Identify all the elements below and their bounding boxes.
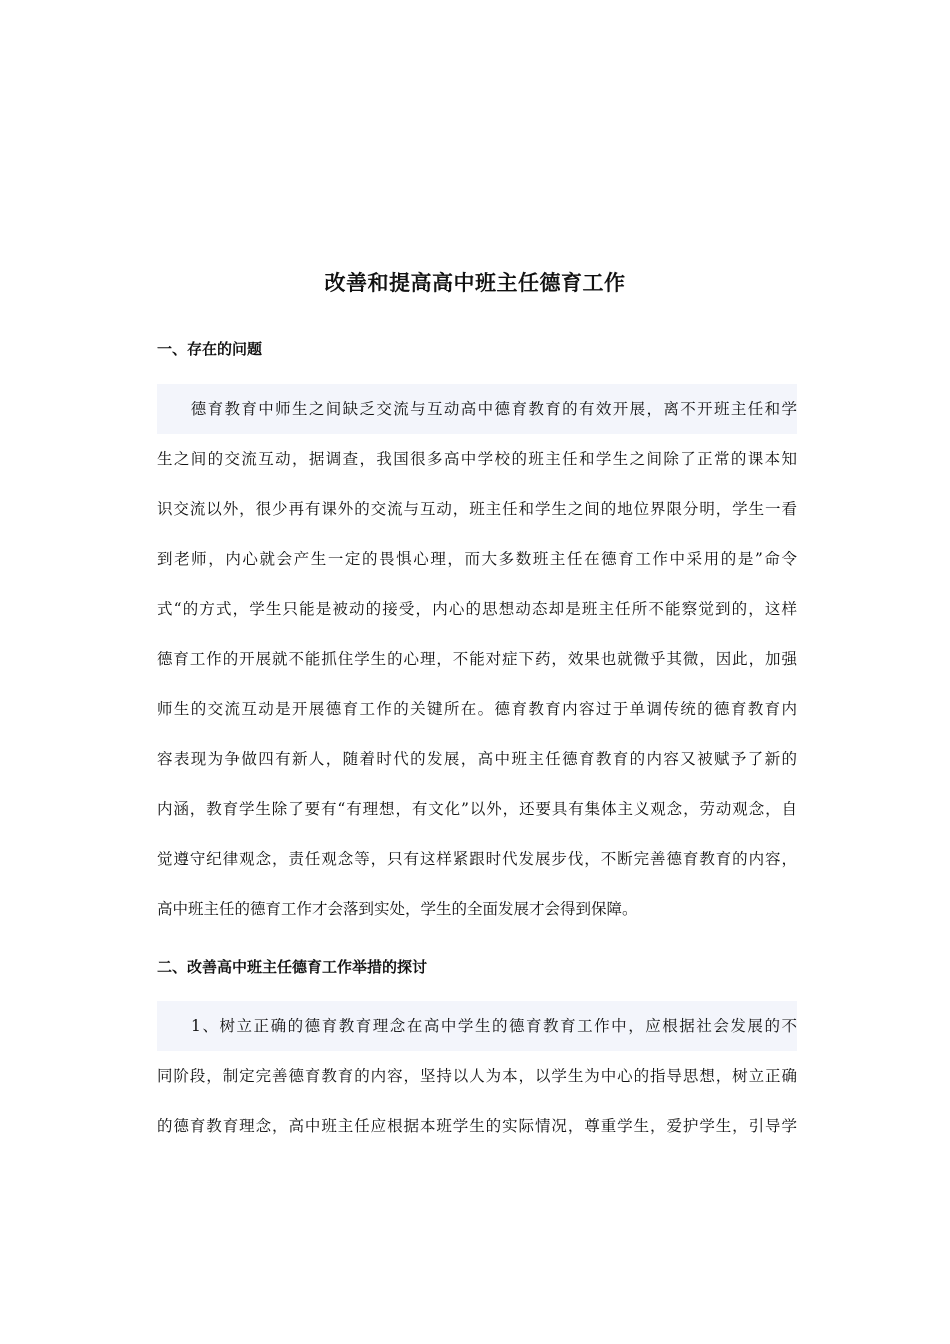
paragraph-line: 生之间的交流互动，据调查，我国很多高中学校的班主任和学生之间除了正常的课本知	[157, 450, 797, 468]
paragraph-line: 式“的方式，学生只能是被动的接受，内心的思想动态却是班主任所不能察觉到的，这样	[157, 600, 797, 618]
paragraph-line: 师生的交流互动是开展德育工作的关键所在。德育教育内容过于单调传统的德育教育内	[157, 700, 797, 718]
paragraph-line: 的德育教育理念，高中班主任应根据本班学生的实际情况，尊重学生，爱护学生，引导学	[157, 1117, 797, 1135]
section-heading-1: 一、存在的问题	[157, 340, 263, 358]
paragraph-line: 觉遵守纪律观念，责任观念等，只有这样紧跟时代发展步伐，不断完善德育教育的内容，	[157, 850, 797, 868]
section-1-paragraph	[157, 384, 797, 934]
paragraph-line: 容表现为争做四有新人，随着时代的发展，高中班主任德育教育的内容又被赋予了新的	[157, 750, 797, 768]
section-2-paragraph	[157, 1001, 797, 1151]
paragraph-line: 同阶段，制定完善德育教育的内容，坚持以人为本，以学生为中心的指导思想，树立正确	[157, 1067, 797, 1085]
paragraph-line: 1、树立正确的德育教育理念在高中学生的德育教育工作中，应根据社会发展的不	[157, 1001, 797, 1051]
paragraph-line: 德育工作的开展就不能抓住学生的心理，不能对症下药，效果也就微乎其微，因此，加强	[157, 650, 797, 668]
paragraph-line: 内涵，教育学生除了要有“有理想，有文化”以外，还要具有集体主义观念，劳动观念，自	[157, 800, 797, 818]
document-title: 改善和提高高中班主任德育工作	[324, 271, 626, 295]
paragraph-line: 识交流以外，很少再有课外的交流与互动，班主任和学生之间的地位界限分明，学生一看	[157, 500, 797, 518]
paragraph-line: 德育教育中师生之间缺乏交流与互动高中德育教育的有效开展，离不开班主任和学	[157, 384, 797, 434]
paragraph-line: 高中班主任的德育工作才会落到实处，学生的全面发展才会得到保障。	[157, 900, 638, 918]
paragraph-line: 到老师，内心就会产生一定的畏惧心理，而大多数班主任在德育工作中采用的是”命令	[157, 550, 797, 568]
section-heading-2: 二、改善高中班主任德育工作举措的探讨	[157, 958, 428, 976]
